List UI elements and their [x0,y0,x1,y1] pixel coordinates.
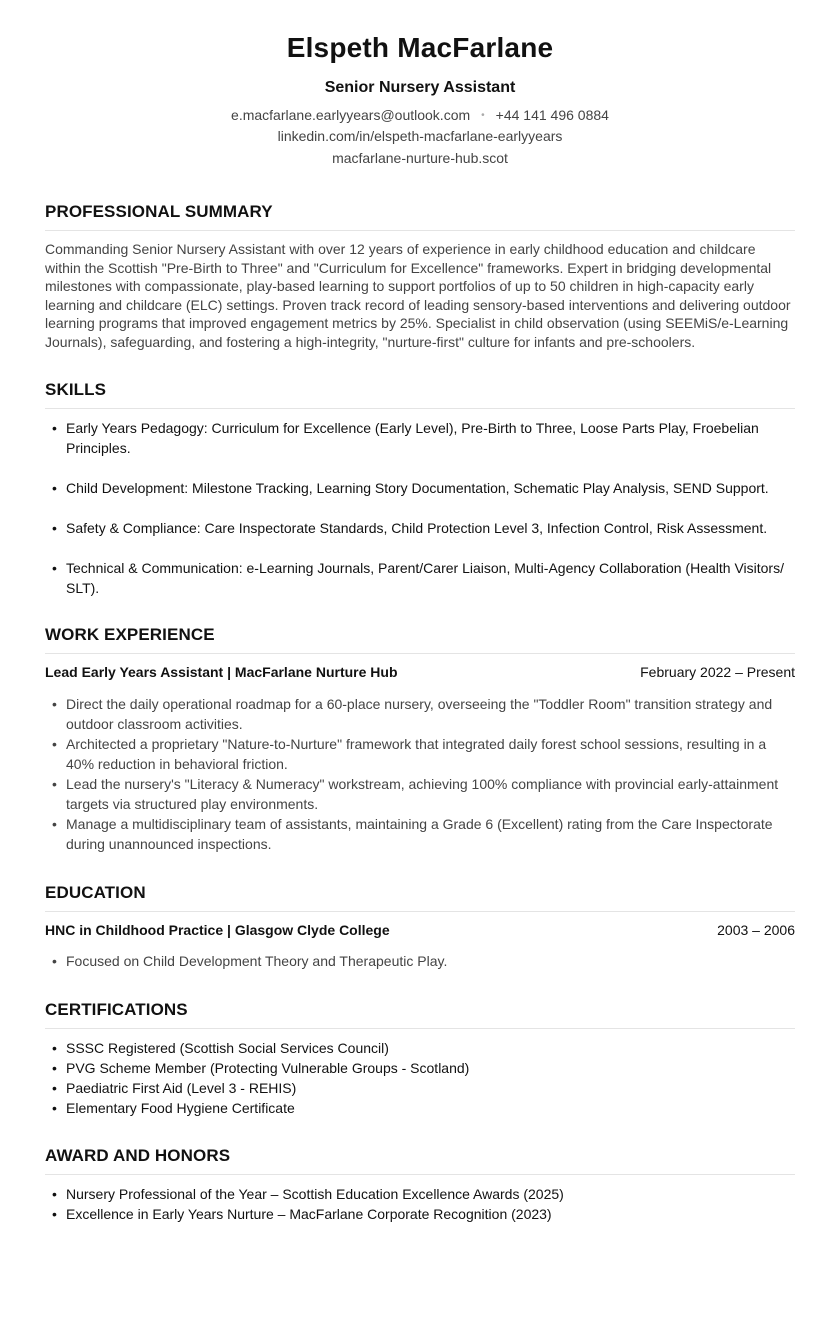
bullet-icon: • [52,1206,57,1222]
list-item [45,734,795,774]
bullet-icon: • [52,1080,57,1096]
list-item [45,1058,795,1078]
list-item [45,1078,795,1098]
section-heading-experience: WORK EXPERIENCE [45,625,795,654]
experience-bullet-text: Manage a multidisciplinary team of assistants, maintaining a Grade 6 (Excellent) rating from the Care Inspectorate during unannounced inspections. [66,816,773,852]
list-item [45,1204,795,1224]
experience-entry-header [45,664,795,680]
certification-text: Paediatric First Aid (Level 3 - REHIS) [66,1080,297,1096]
section-heading-awards: AWARD AND HONORS [45,1146,795,1175]
candidate-name: Elspeth MacFarlane [286,32,554,63]
experience-bullet-text: Architected a proprietary "Nature-to-Nurture" framework that integrated daily forest school sessions, resulting in a 40% reduction in behavioral friction. [66,736,767,772]
list-item [45,1184,795,1204]
list-item [45,694,795,734]
contact-separator: • [481,110,485,121]
skill-text: Child Development: Milestone Tracking, Learning Story Documentation, Schematic Play Analysis, SEND Support. [66,480,769,496]
contact-line-primary [45,107,795,123]
skill-item [45,418,795,458]
certifications-list [45,1038,795,1118]
award-text: Excellence in Early Years Nurture – MacFarlane Corporate Recognition (2023) [66,1206,552,1222]
bullet-icon: • [52,816,57,832]
experience-bullets [45,694,795,854]
skill-item [45,558,795,598]
section-heading-education: EDUCATION [45,883,795,912]
linkedin-link[interactable]: linkedin.com/in/elspeth-macfarlane-earlyyears [277,128,563,144]
bullet-icon: • [52,420,57,436]
award-text: Nursery Professional of the Year – Scottish Education Excellence Awards (2025) [66,1186,564,1202]
section-heading-certifications: CERTIFICATIONS [45,1000,795,1029]
experience-bullet-text: Direct the daily operational roadmap for a 60-place nursery, overseeing the "Toddler Room" transition strategy and outdoor classroom activities. [66,696,773,732]
skills-list [45,418,795,618]
bullet-icon: • [52,1100,57,1116]
awards-list [45,1184,795,1224]
experience-bullet-text: Lead the nursery's "Literacy & Numeracy" workstream, achieving 100% compliance with provincial early-attainment targets via structured play environments. [66,776,779,812]
candidate-title: Senior Nursery Assistant [324,79,516,96]
bullet-icon: • [52,520,57,536]
skill-text: Safety & Compliance: Care Inspectorate Standards, Child Protection Level 3, Infection Control, Risk Assessment. [66,520,768,536]
bullet-icon: • [52,1060,57,1076]
skill-item [45,478,795,498]
certification-text: SSSC Registered (Scottish Social Services Council) [66,1040,389,1056]
website-link[interactable]: macfarlane-nurture-hub.scot [332,150,508,166]
section-heading-skills: SKILLS [45,380,795,409]
education-degree: HNC in Childhood Practice | Glasgow Clyde College [45,922,390,938]
bullet-icon: • [52,560,57,576]
certification-text: Elementary Food Hygiene Certificate [66,1100,295,1116]
phone-link[interactable]: +44 141 496 0884 [495,107,609,123]
email-link[interactable]: e.macfarlane.earlyyears@outlook.com [231,107,471,123]
experience-role: Lead Early Years Assistant | MacFarlane Nurture Hub [45,664,398,680]
list-item [45,774,795,814]
list-item [45,1098,795,1118]
bullet-icon: • [52,696,57,712]
education-dates: 2003 – 2006 [717,922,795,938]
list-item [45,951,795,971]
education-entry-header [45,922,795,938]
education-bullet-text: Focused on Child Development Theory and Therapeutic Play. [66,953,448,969]
skill-item [45,518,795,538]
list-item [45,1038,795,1058]
bullet-icon: • [52,480,57,496]
skill-text: Technical & Communication: e-Learning Journals, Parent/Carer Liaison, Multi-Agency Collaboration (Health Visitors/ SLT). [66,560,784,596]
education-bullets [45,951,795,971]
bullet-icon: • [52,736,57,752]
bullet-icon: • [52,953,57,969]
bullet-icon: • [52,1040,57,1056]
skill-text: Early Years Pedagogy: Curriculum for Excellence (Early Level), Pre-Birth to Three, Loose Parts Play, Froebelian Principles. [66,420,759,456]
summary-text: Commanding Senior Nursery Assistant with over 12 years of experience in early childhood education and childcare within the Scottish "Pre-Birth to Three" and "Curriculum for Excellence" frameworks. Expert in bridging developmental milestones with compassionate, play-based learning to support portfolios of up to 50 children in high-capacity early learning and childcare (ELC) settings. Proven track record of leading sensory-based interventions and delivering outdoor learning programs that improved engagement metrics by 25%. Specialist in child observation (using SEEMiS/e-Learning Journals), safeguarding, and fostering a high-integrity, "nurture-first" culture for infants and pre-schoolers. [45,241,791,350]
list-item [45,814,795,854]
bullet-icon: • [52,776,57,792]
certification-text: PVG Scheme Member (Protecting Vulnerable Groups - Scotland) [66,1060,470,1076]
bullet-icon: • [52,1186,57,1202]
experience-dates: February 2022 – Present [640,664,795,680]
section-heading-summary: PROFESSIONAL SUMMARY [45,202,795,231]
